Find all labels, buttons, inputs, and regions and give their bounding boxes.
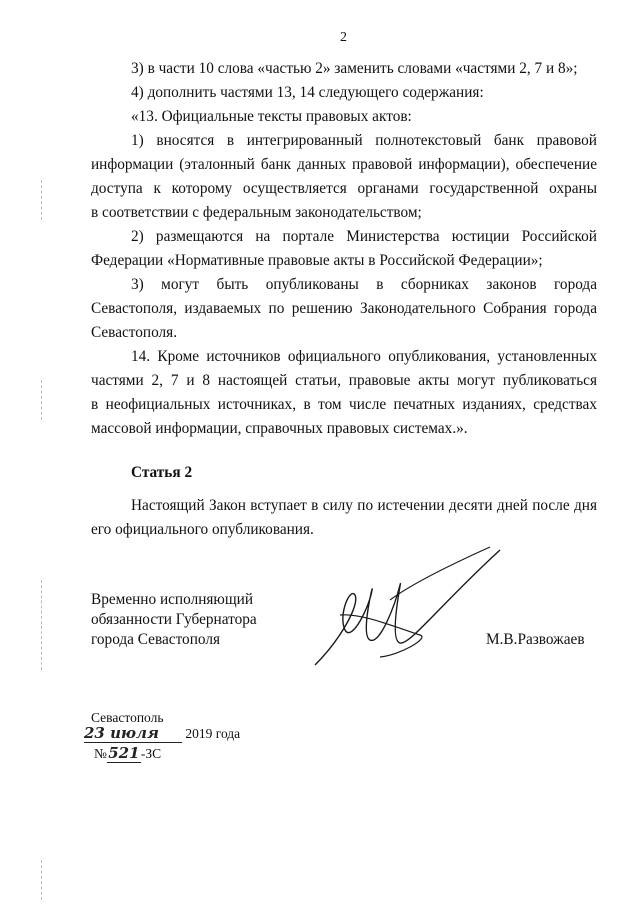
- number-sign: №: [94, 746, 107, 761]
- list-item-3-line-3: Севастополя.: [91, 324, 178, 341]
- list-item-1-line-1: 1) вносятся в интегрированный полнотекстовый банк правовой: [131, 132, 597, 149]
- number-suffix: -ЗС: [140, 746, 162, 761]
- signatory-title: [91, 590, 257, 650]
- paragraph-part-13: «13. Официальные тексты правовых актов:: [131, 108, 412, 125]
- signatory-name: М.В.Развожаев: [486, 631, 585, 648]
- part-14-line-2: частями 2, 7 и 8 настоящей статьи, правовые акты могут публиковаться: [91, 372, 597, 389]
- signatory-title-line-2: обязанности Губернатора: [91, 611, 257, 628]
- signing-date: [84, 725, 240, 743]
- law-number: [94, 745, 161, 763]
- scan-margin-marks: [41, 860, 46, 900]
- handwritten-number: 521: [108, 744, 140, 762]
- article-2-line-2: его официального опубликования.: [91, 521, 314, 538]
- handwritten-date: 23 июля: [84, 724, 159, 742]
- list-item-2-line-2: Федерации «Нормативные правовые акты в Российской Федерации»;: [91, 252, 543, 269]
- handwritten-signature: [300, 545, 510, 675]
- article-heading: Статья 2: [131, 464, 193, 481]
- list-item-2-line-1: 2) размещаются на портале Министерства юстиции Российской: [131, 228, 597, 245]
- paragraph-item-3: 3) в части 10 слова «частью 2» заменить словами «частями 2, 7 и 8»;: [131, 60, 578, 77]
- part-14-line-1: 14. Кроме источников официального опубликования, установленных: [131, 348, 597, 365]
- part-14-line-4: массовой информации, справочных правовых системах.».: [91, 420, 468, 437]
- list-item-3-line-1: 3) могут быть опубликованы в сборниках законов города: [131, 276, 597, 293]
- paragraph-item-4: 4) дополнить частями 13, 14 следующего содержания:: [131, 84, 484, 101]
- list-item-1-line-4: в соответствии с федеральным законодательством;: [91, 204, 422, 221]
- list-item-3-line-2: Севастополя, издаваемых по решению Законодательного Собрания города: [91, 300, 597, 317]
- page-number: 2: [340, 30, 347, 45]
- part-14-line-3: в неофициальных источниках, в том числе печатных изданиях, средствах: [91, 396, 597, 413]
- signatory-title-line-1: Временно исполняющий: [91, 591, 253, 608]
- list-item-1-line-3: доступа к которому осуществляется органами государственной охраны: [91, 180, 597, 197]
- scan-margin-marks: [41, 580, 46, 670]
- list-item-1-line-2: информации (эталонный банк данных правовой информации), обеспечение: [91, 156, 597, 173]
- scan-margin-marks: [41, 380, 46, 420]
- article-2-line-1: Настоящий Закон вступает в силу по истечении десяти дней после дня: [131, 497, 597, 514]
- signatory-title-line-3: города Севастополя: [91, 631, 221, 648]
- scan-margin-marks: [41, 180, 46, 220]
- place-of-signing: Севастополь: [91, 710, 164, 725]
- signing-year: 2019 года: [185, 726, 241, 741]
